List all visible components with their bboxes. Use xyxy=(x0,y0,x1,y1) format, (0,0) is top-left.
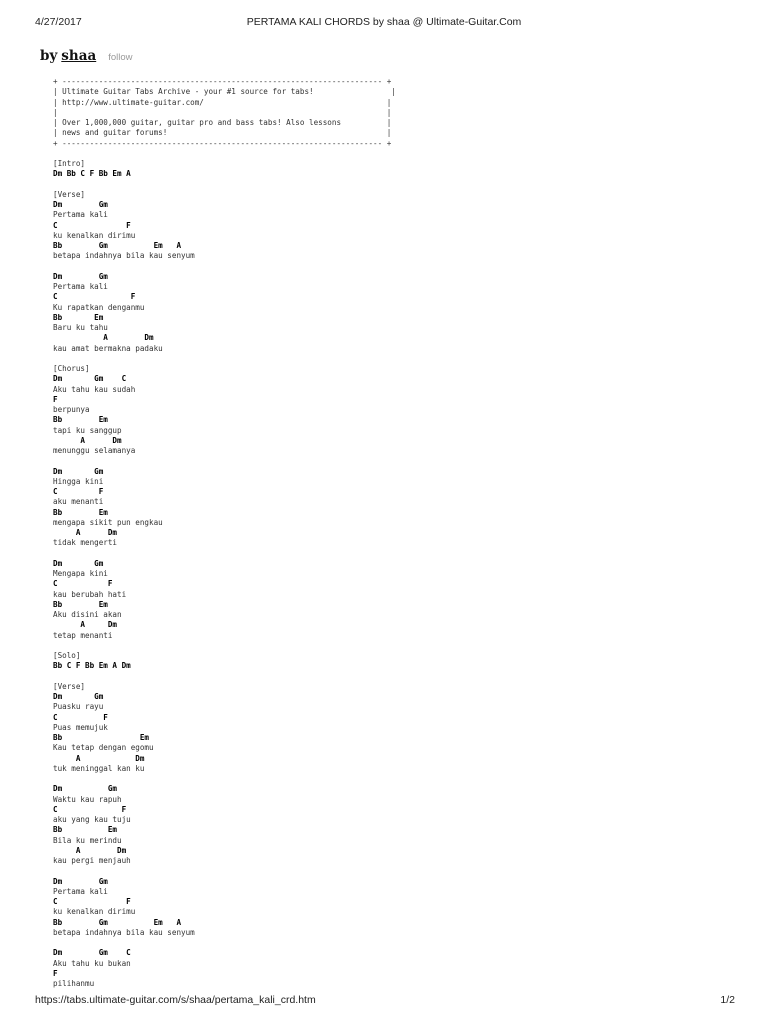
chord-line: F xyxy=(53,968,58,978)
print-title: PERTAMA KALI CHORDS by shaa @ Ultimate-Guitar.Com xyxy=(246,16,522,28)
lyric-line: [Solo] xyxy=(53,651,81,660)
print-footer xyxy=(0,994,768,1010)
blank-line xyxy=(53,354,396,364)
blank-line xyxy=(53,774,396,784)
lyric-line: Aku disini akan xyxy=(53,610,122,619)
lyric-line: aku yang kau tuju xyxy=(53,815,131,824)
lyric-line: Pertama kali xyxy=(53,210,108,220)
lyric-line: [Intro] xyxy=(53,159,86,168)
blank-line xyxy=(53,456,396,466)
lyric-line: Baru ku tahu xyxy=(53,323,108,332)
chord-line: C F xyxy=(53,487,104,496)
chord-line: Dm Gm xyxy=(53,466,104,476)
lyric-line: mengapa sikit pun engkau xyxy=(53,517,163,527)
lyric-line: Puasku rayu xyxy=(53,702,104,712)
lyric-line: Ku rapatkan denganmu xyxy=(53,302,145,312)
chord-line: Bb Em xyxy=(53,599,108,609)
lyric-line: pilihanmu xyxy=(53,979,95,988)
chord-line: Dm Gm xyxy=(53,271,108,281)
lyric-line: [Verse] xyxy=(53,681,86,691)
chord-line: A Dm xyxy=(53,620,118,630)
lyric-line: | Ultimate Guitar Tabs Archive - your #1 source for tabs! | xyxy=(53,87,396,97)
lyric-line: Mengapa kini xyxy=(53,569,108,578)
lyric-line: tetap menanti xyxy=(53,630,113,640)
chord-line: C F xyxy=(53,220,131,230)
blank-line xyxy=(53,549,396,559)
lyric-line: [Chorus] xyxy=(53,364,90,373)
byline xyxy=(40,48,133,64)
blank-line xyxy=(53,262,396,272)
print-header xyxy=(0,16,768,32)
chord-line: C F xyxy=(53,292,136,302)
lyric-line: betapa indahnya bila kau senyum xyxy=(53,251,195,261)
chord-line: Dm Gm xyxy=(53,558,104,568)
chord-line: C F xyxy=(53,712,108,722)
chord-line: Bb Em xyxy=(53,733,150,742)
chord-line: Bb Em xyxy=(53,507,108,517)
lyric-line: Hingga kini xyxy=(53,476,104,486)
lyric-line: Pertama kali xyxy=(53,886,108,896)
chord-line: C F xyxy=(53,897,131,906)
lyric-line: | Over 1,000,000 guitar, guitar pro and bass tabs! Also lessons | xyxy=(53,118,392,127)
chord-line: Bb C F Bb Em A Dm xyxy=(53,661,131,671)
chord-line: Dm Gm C xyxy=(53,948,131,958)
lyric-line: ku kenalkan dirimu xyxy=(53,230,136,240)
chord-line: A Dm xyxy=(53,753,145,763)
lyric-line: [Verse] xyxy=(53,189,86,199)
chord-sheet xyxy=(53,77,396,989)
byline-prefix: by xyxy=(40,48,58,64)
lyric-line: Aku tahu ku bukan xyxy=(53,958,131,968)
chord-line: Bb Em xyxy=(53,415,108,425)
lyric-line: | news and guitar forums! | xyxy=(53,128,392,138)
chord-line: Dm Gm C xyxy=(53,374,127,384)
print-date: 4/27/2017 xyxy=(35,16,82,28)
lyric-line: tidak mengerti xyxy=(53,538,118,548)
page-number: 1/2 xyxy=(720,994,735,1006)
blank-line xyxy=(53,149,396,159)
chord-line: Bb Em xyxy=(53,312,104,322)
lyric-line: + ---------------------------------------------------------------------- + xyxy=(53,77,392,86)
lyric-line: menunggu selamanya xyxy=(53,446,136,455)
chord-line: F xyxy=(53,394,58,404)
lyric-line: Aku tahu kau sudah xyxy=(53,384,136,394)
follow-link[interactable]: follow xyxy=(108,52,133,63)
lyric-line: tuk meninggal kan ku xyxy=(53,763,145,773)
chord-line: Dm Gm xyxy=(53,692,104,701)
blank-line xyxy=(53,641,396,651)
blank-line xyxy=(53,866,396,876)
lyric-line: | http://www.ultimate-guitar.com/ | xyxy=(53,97,392,107)
blank-line xyxy=(53,180,396,190)
chord-line: A Dm xyxy=(53,435,122,445)
author-link[interactable]: shaa xyxy=(61,48,97,64)
lyric-line: Waktu kau rapuh xyxy=(53,794,122,804)
lyric-line: betapa indahnya bila kau senyum xyxy=(53,927,195,937)
lyric-line: kau amat bermakna padaku xyxy=(53,343,163,353)
chord-line: Dm Bb C F Bb Em A xyxy=(53,169,131,179)
lyric-line: kau pergi menjauh xyxy=(53,856,131,865)
lyric-line: | | xyxy=(53,107,392,117)
blank-line xyxy=(53,672,396,682)
lyric-line: Bila ku merindu xyxy=(53,835,122,845)
lyric-line: berpunya xyxy=(53,405,90,414)
chord-line: A Dm xyxy=(53,528,118,537)
chord-line: Dm Gm xyxy=(53,200,108,209)
chord-line: Dm Gm xyxy=(53,784,118,794)
page-url: https://tabs.ultimate-guitar.com/s/shaa/pertama_kali_crd.htm xyxy=(35,994,316,1006)
chord-line: Dm Gm xyxy=(53,876,108,886)
lyric-line: ku kenalkan dirimu xyxy=(53,907,136,917)
lyric-line: kau berubah hati xyxy=(53,589,127,599)
lyric-line: Kau tetap dengan egomu xyxy=(53,743,154,753)
chord-line: Bb Em xyxy=(53,825,118,835)
lyric-line: tapi ku sanggup xyxy=(53,425,122,435)
lyric-line: aku menanti xyxy=(53,497,104,507)
chord-line: Bb Gm Em A xyxy=(53,241,182,250)
chord-line: A Dm xyxy=(53,333,154,343)
chord-line: Bb Gm Em A xyxy=(53,917,182,927)
blank-line xyxy=(53,938,396,948)
lyric-line: Puas memujuk xyxy=(53,722,108,732)
chord-line: C F xyxy=(53,579,113,589)
chord-line: A Dm xyxy=(53,845,127,855)
lyric-line: + ---------------------------------------------------------------------- + xyxy=(53,138,392,148)
chord-line: C F xyxy=(53,804,127,814)
lyric-line: Pertama kali xyxy=(53,282,108,291)
